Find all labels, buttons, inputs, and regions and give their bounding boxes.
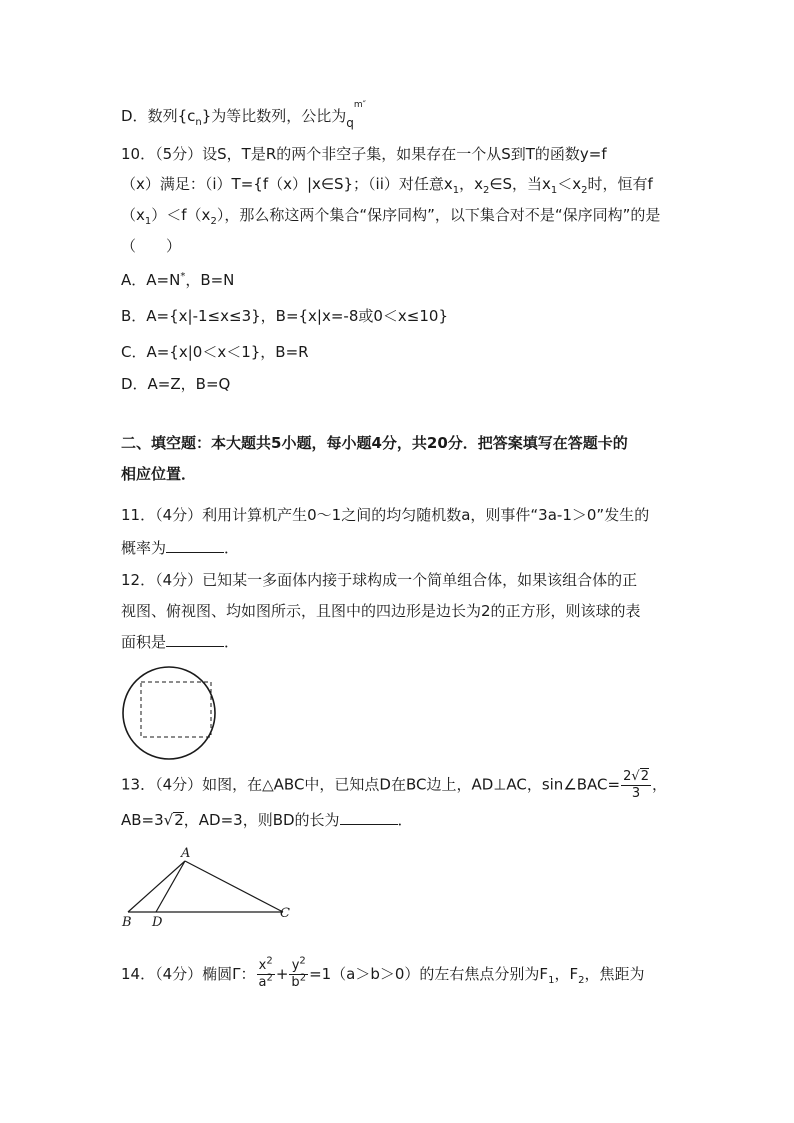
exponent: 2 (299, 955, 306, 967)
radicand: 2 (174, 811, 184, 829)
fraction (621, 768, 651, 802)
label-a: A (181, 846, 191, 861)
exponent: 2 (266, 955, 273, 967)
text: ），那么称这两个集合“保序同构”，以下集合对不是“保序同构”的是 (216, 206, 661, 224)
section-2-heading-line-2: 相应位置． (121, 465, 197, 483)
plus: + (275, 965, 289, 983)
fraction-denominator (257, 972, 275, 991)
text: 13．（4分）如图，在△ABC中，已知点D在BC边上，AD⊥AC，sin∠BAC= (121, 775, 621, 794)
q13-line-2: AB=3√2，AD=3，则BD的长为 ． (121, 811, 413, 829)
var: b (291, 975, 300, 990)
section-2-heading-line-1: 二、填空题：本大题共5小题，每小题4分，共20分．把答案填写在答题卡的 (121, 434, 628, 452)
text: ，焦距为 (584, 965, 645, 983)
subscript: 1 (144, 216, 152, 227)
subscript: 1 (452, 185, 460, 196)
label-d: D (152, 915, 163, 930)
side-ab (128, 861, 185, 912)
q12-line-3 (121, 632, 239, 652)
superscript: * (180, 271, 186, 282)
q10-option-a (121, 270, 234, 290)
option-label: D． (121, 107, 148, 125)
text: ，AD=3，则BD的长为 (183, 811, 340, 829)
q12-line-1: 12．（4分）已知某一多面体内接于球构成一个简单组合体，如果该组合体的正 (121, 571, 638, 589)
subscript: 2 (578, 975, 585, 986)
inscribed-square (141, 682, 211, 737)
text: ， (651, 775, 667, 794)
text: ，B=N (185, 271, 235, 289)
sphere-outline (123, 667, 215, 759)
subscript: n (195, 117, 202, 128)
q10-option-c: C．A={x|0＜x＜1}，B=R (121, 343, 309, 361)
subscript: 1 (550, 185, 558, 196)
fraction-denominator: 3 (631, 786, 641, 801)
option-text: }为等比数列，公比为 (201, 107, 347, 125)
text: AB=3 (121, 811, 164, 829)
text: （x）满足：（i）T={f（x）|x∈S}；（ii）对任意x (121, 175, 453, 193)
subscript: 2 (210, 216, 217, 227)
var: a (258, 975, 267, 990)
sphere-view-figure (118, 664, 220, 762)
subscript: 2 (483, 185, 490, 196)
text: ． (397, 811, 413, 829)
text: ＜x (557, 175, 582, 193)
side-ac (185, 861, 283, 912)
text: 面积是 (121, 633, 167, 651)
q14-line-1 (121, 955, 645, 991)
text: 14．（4分）椭圆Γ： (121, 965, 256, 983)
coefficient: 2 (623, 769, 632, 784)
q10-line-1: 10．（5分）设S，T是R的两个非空子集，如果存在一个从S到T的函数y=f (121, 145, 607, 163)
q10-option-b: B．A={x|-1≤x≤3}，B={x|x=-8或0＜x≤10} (121, 307, 449, 325)
fraction-y (289, 955, 308, 991)
q13-line-1 (121, 768, 667, 802)
answer-blank (166, 538, 224, 553)
subscript: 1 (548, 975, 555, 986)
fraction-denominator (289, 972, 308, 991)
text: ，x (459, 175, 484, 193)
var: x (258, 958, 267, 973)
fraction-numerator: 2√2 (623, 769, 649, 784)
answer-blank (340, 810, 398, 825)
answer-blank (166, 632, 224, 647)
exponent: 2 (299, 972, 307, 984)
text: =1（a＞b＞0）的左右焦点分别为F (309, 965, 549, 983)
text: ）＜f（x (151, 206, 211, 224)
ratio-base: q (346, 116, 354, 130)
text: （x (121, 206, 145, 224)
exponent: 2 (266, 972, 273, 984)
q10-line-2 (121, 174, 653, 194)
text: 概率为 (121, 539, 167, 557)
q11-line-1: 11．（4分）利用计算机产生0～1之间的均匀随机数a，则事件“3a-1＞0”发生的 (121, 506, 650, 524)
q12-line-2: 视图、俯视图、均如图所示，且图中的四边形是边长为2的正方形，则该球的表 (121, 602, 641, 620)
text: ． (224, 633, 240, 651)
triangle-abc-figure (118, 842, 298, 930)
fraction-x (257, 955, 275, 991)
q11-line-2 (121, 538, 239, 558)
var: y (291, 958, 300, 973)
q10-option-d: D．A=Z，B=Q (121, 375, 231, 393)
text: ，F (554, 965, 579, 983)
text: A．A=N (121, 271, 181, 289)
ratio-exponent: m″ (353, 100, 367, 110)
radicand: 2 (640, 769, 649, 784)
label-b: B (122, 915, 132, 930)
text: ． (224, 539, 240, 557)
text: ∈S，当x (489, 175, 551, 193)
option-text: 数列{c (147, 107, 196, 125)
q10-line-3 (121, 205, 660, 225)
q10-line-4: （ ） (121, 237, 182, 255)
subscript: 2 (581, 185, 588, 196)
segment-ad (156, 861, 185, 912)
text: 时，恒有f (587, 175, 653, 193)
label-c: C (280, 906, 290, 921)
q9-option-d (121, 100, 367, 130)
